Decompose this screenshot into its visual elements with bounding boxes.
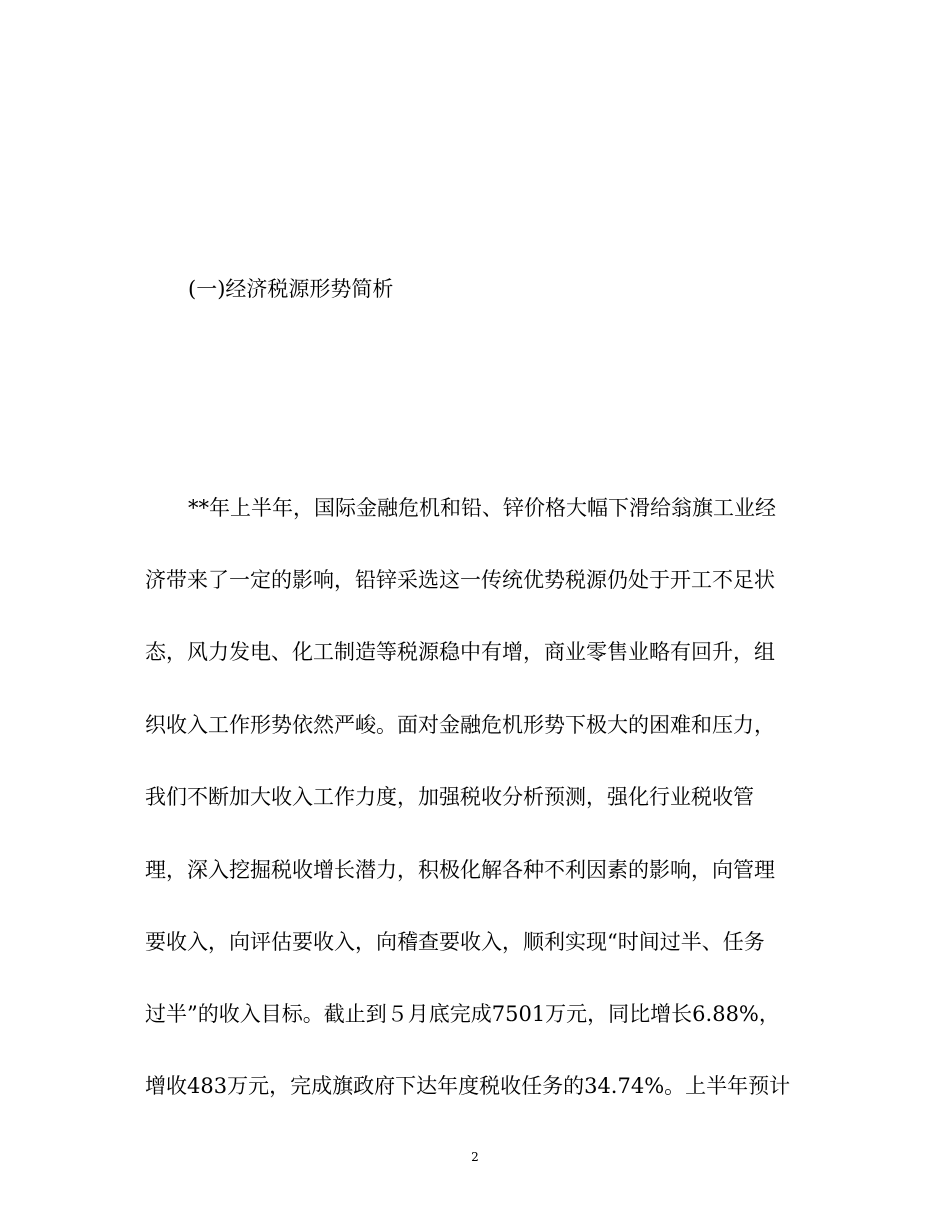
paragraph-line: 增收483万元，完成旗政府下达年度税收任务的34.74%。上半年预计 [145,1074,791,1098]
page-number: 2 [471,1150,479,1164]
paragraph-line: 理，深入挖掘税收增长潜力，积极化解各种不利因素的影响，向管理 [145,858,775,882]
paragraph-line: 要收入，向评估要收入，向稽查要收入，顺利实现“时间过半、任务 [145,930,765,954]
paragraph-line: 我们不断加大收入工作力度，加强税收分析预测，强化行业税收管 [145,785,754,809]
section-heading: (一)经济税源形势简析 [188,277,394,301]
paragraph-line: 济带来了一定的影响，铅锌采选这一传统优势税源仍处于开工不足状 [145,568,775,592]
paragraph-line: 织收入工作形势依然严峻。面对金融危机形势下极大的困难和压力， [145,713,775,737]
paragraph-line: 态，风力发电、化工制造等税源稳中有增，商业零售业略有回升，组 [145,640,775,664]
paragraph-line: 过半”的收入目标。截止到５月底完成7501万元，同比增长6.88%， [145,1002,780,1026]
paragraph-line: **年上半年，国际金融危机和铅、锌价格大幅下滑给翁旗工业经 [188,496,776,520]
